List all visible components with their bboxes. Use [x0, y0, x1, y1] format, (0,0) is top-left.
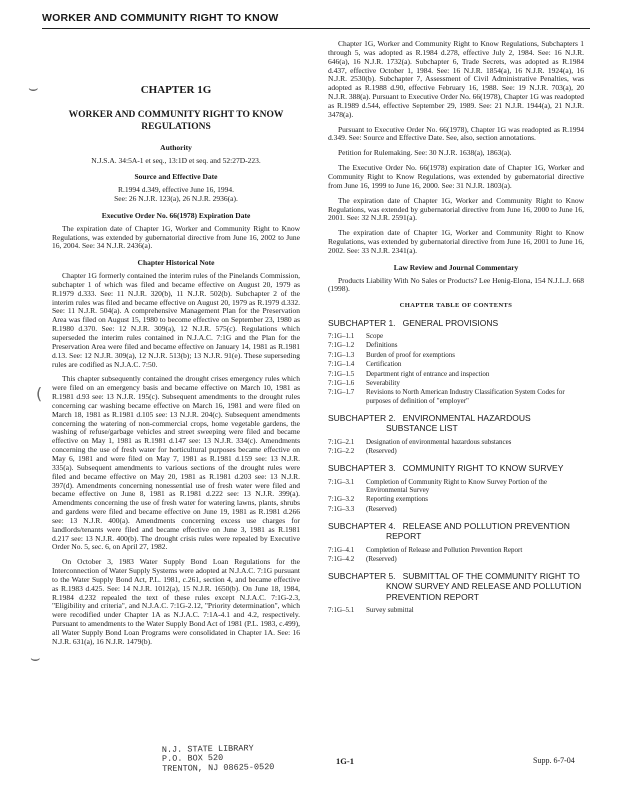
toc-entry-number: 7:1G–5.1: [328, 605, 355, 614]
toc-entry: [328, 360, 584, 368]
right-column: [328, 40, 584, 615]
toc-entry: [328, 379, 584, 387]
toc-entry-number: 7:1G–1.3: [328, 350, 355, 359]
toc-entry-title: Completion of Community Right to Know Survey Portion of the Environmental Survey: [366, 477, 548, 494]
toc-entry-title: Designation of environmental hazardous substances: [366, 437, 512, 446]
toc-entry-title: (Reserved): [366, 554, 397, 563]
eo-text: The expiration date of Chapter 1G, Worker and Community Right to Know Regulations, was extended by gubernatorial directive from June 16, 2002 to June 16, 2004. See: 34 N.J.R. 2436(a).: [52, 223, 300, 251]
margin-mark: ⌣: [28, 78, 39, 97]
history-heading: Chapter Historical Note: [137, 258, 215, 268]
subchapter-label: SUBCHAPTER 4.: [328, 521, 396, 532]
toc-entry-number: 7:1G–1.6: [328, 379, 355, 388]
source-text-1: R.1994 d.349, effective June 16, 1994.: [117, 185, 235, 195]
right-paragraph-6: The expiration date of Chapter 1G, Worker and Community Right to Know Regulations, was extended by gubernatorial directive from June 16, 2001 to June 16, 2002. See: 33 N.J.R. 2341(a).: [328, 228, 584, 255]
history-paragraph-3: On October 3, 1983 Water Supply Bond Loan Regulations for the Interconnection of Water Supply Systems were adopted at N.J.A.C. 7:1G pursuant to the Water Supply Bond Act, P.L. 1981, c.261, section 4, and became effective as R.1983 d.425. See: 14 N.J.R. 1012(a), 15 N.J.R. 1650(b). On June 18, 1984, R.1984 d.232 repealed the text of these rules except N.J.A.C. 7:1G-2.3, "Eligibility and criteria", and N.J.A.C. 7:1G-2.12, "Priority determination", which were recodified under Chapter 1A as N.J.A.C. 7:1A-4.1 and 4.2, respectively. Pursuant to amendments to the Water Supply Bond Act of 1981 (P.L. 1983, c.499), all Water Supply Bond Loan Programs were consolidated in Chapter 1A. See: 16 N.J.R. 631(a), 16 N.J.R. 1479(b).: [52, 557, 300, 646]
margin-mark: ⌣: [30, 648, 41, 667]
toc-entry: [328, 478, 584, 495]
toc-entry-number: 7:1G–4.1: [328, 545, 355, 554]
library-stamp: [162, 744, 275, 774]
subchapter-heading: [328, 463, 584, 473]
toc-entry-title: Survey submittal: [366, 605, 414, 614]
supplement-date: Supp. 6-7-04: [533, 756, 575, 765]
subchapter-heading: [328, 571, 584, 602]
source-heading: Source and Effective Date: [134, 172, 218, 182]
toc-entry: [328, 370, 584, 378]
source-text-2: See: 26 N.J.R. 123(a), 26 N.J.R. 2936(a).: [114, 194, 238, 204]
toc-entry: [328, 606, 584, 614]
toc-entry: [328, 555, 584, 563]
toc-entry: [328, 505, 584, 513]
authority-heading: Authority: [160, 142, 192, 152]
subchapter-label: SUBCHAPTER 5.: [328, 571, 396, 582]
subchapter-heading: [328, 521, 584, 541]
toc-entry: [328, 351, 584, 359]
toc-entry-title: Severability: [366, 379, 400, 388]
toc-entry-title: Burden of proof for exemptions: [366, 350, 456, 359]
chapter-title: WORKER AND COMMUNITY RIGHT TO KNOW REGULATIONS: [68, 109, 284, 133]
subchapter-title: GENERAL PROVISIONS: [402, 317, 499, 328]
subchapter-heading: [328, 413, 584, 433]
toc-entry: [328, 341, 584, 349]
subchapter-title: RELEASE AND POLLUTION PREVENTION REPORT: [386, 521, 570, 542]
left-column: [52, 40, 300, 653]
toc-entry-number: 7:1G–3.3: [328, 504, 355, 513]
page-number: 1G-1: [336, 756, 354, 766]
toc-entry-title: Reporting exemptions: [366, 495, 429, 504]
subchapter-label: SUBCHAPTER 2.: [328, 413, 396, 424]
toc-entry-number: 7:1G–1.1: [328, 332, 355, 341]
eo-heading: Executive Order No. 66(1978) Expiration Date: [101, 210, 251, 220]
right-paragraph-3: Petition for Rulemaking. See: 30 N.J.R. 1638(a), 1863(a).: [338, 148, 512, 158]
toc-entry-number: 7:1G–3.2: [328, 495, 355, 504]
toc-heading: CHAPTER TABLE OF CONTENTS: [399, 302, 513, 310]
toc-entry-title: Department right of entrance and inspection: [366, 369, 490, 378]
toc-entry-number: 7:1G–3.1: [328, 477, 355, 486]
stamp-line: TRENTON, NJ 08625-0520: [162, 761, 275, 774]
toc-entry-number: 7:1G–1.4: [328, 360, 355, 369]
subchapter-label: SUBCHAPTER 3.: [328, 463, 396, 474]
toc-entry-title: Definitions: [366, 341, 398, 350]
subchapter-title: COMMUNITY RIGHT TO KNOW SURVEY: [402, 463, 564, 474]
right-paragraph-1: Chapter 1G, Worker and Community Right to Know Regulations, Subchapters 1 through 5, was adopted as R.1984 d.278, effective July 2, 1984. See: 16 N.J.R. 646(a), 16 N.J.R. 1732(a). Subchapter 6, Trade Secrets, was adopted as R.1984 d.437, effective October 1, 1984. See: 16 N.J.R. 1854(a), 16 N.J.R. 1924(a), 16 N.J.R. 2530(b). Subchapter 7, Assessment of Civil Administrative Penalties, was adopted as R.1988 d.90, effective February 16, 1988. See: 19 N.J.R. 703(a), 20 N.J.R. 388(a). Pursuant to Executive Order No. 66(1978), Chapter 1G was readopted as R.1989 d.544, effective September 29, 1989. See: 21 N.J.R. 1944(a), 21 N.J.R. 3478(a).: [328, 39, 584, 119]
table-of-contents: [328, 318, 584, 614]
toc-entry-title: Certification: [366, 360, 402, 369]
toc-entry-number: 7:1G–1.7: [328, 388, 355, 397]
toc-entry: [328, 332, 584, 340]
toc-entry: [328, 447, 584, 455]
toc-entry-title: Revisions to North American Industry Classification System Codes for purposes of definition of "employer": [366, 388, 565, 405]
law-review-text: Products Liability With No Sales or Products? Lee Henig-Elona, 154 N.J.L.J. 668 (1998).: [328, 275, 584, 294]
toc-entry: [328, 388, 584, 405]
toc-entry-title: Completion of Release and Pollution Prevention Report: [366, 545, 523, 554]
toc-entry-title: Scope: [366, 332, 384, 341]
subchapter-heading: [328, 318, 584, 328]
running-header: WORKER AND COMMUNITY RIGHT TO KNOW: [42, 12, 279, 24]
toc-entry-title: (Reserved): [366, 446, 397, 455]
history-paragraph-2: This chapter subsequently contained the drought crises emergency rules which were filed on an emergency basis and became effective on March 10, 1981 as R.1981 d.93 see: 13 N.J.R. 195(c). Subsequent amendments to the drought rules concerning car washing became effective on March 16, 1981 and were filed on March 18, 1981 as R.1981 d.105 see: 13 N.J.R. 204(c). Subsequent amendments concerning the watering of non-commercial crops, home vegetable gardens, the washing of refuse/garbage vehicles and street sweeping were filed and became effective on May 1, 1981 as R.1981 d.147 see: 13 N.J.R. 334(c). Amendments concerning the use of fresh water for horticultural purposes became effective on May 6, 1981 and were filed on May 7, 1981 as R.1981 d.159 see: 13 N.J.R. 335(a). Subsequent amendments to various sections of the drought rules were filed and became effective on May 20, 1981 as R.1981 d.203 see: 13 N.J.R. 397(d). Amendments concerning nonessential use of fresh water were filed and became effective on June 8, 1981 as R.1981 d.222 see: 13 N.J.R. 399(a). Amendments concerning the use of fresh water for watering lawns, plants, shrubs and gardens were filed and became effective on June 19, 1981 as R.1981 d.266 see: 13 N.J.R. 400(a). Amendments concerning excess use charges for landlords/tenants were filed and became effective on June 3, 1981 as R.1981 d.217 see: 13 N.J.R. 400(b). The drought crisis rules were repealed by Executive Order No. 5, sec. 6, on April 27, 1982.: [52, 374, 300, 552]
margin-mark: (: [36, 384, 43, 403]
toc-entry-number: 7:1G–2.1: [328, 437, 355, 446]
right-paragraph-5: The expiration date of Chapter 1G, Worker and Community Right to Know Regulations, was extended by gubernatorial directive from June 16, 2000 to June 16, 2001. See: 32 N.J.R. 2591(a).: [328, 195, 584, 223]
chapter-label: CHAPTER 1G: [140, 84, 212, 96]
toc-entry: [328, 495, 584, 503]
law-review-heading: Law Review and Journal Commentary: [393, 262, 519, 272]
toc-entry-number: 7:1G–1.5: [328, 369, 355, 378]
subchapter-title: SUBMITTAL OF THE COMMUNITY RIGHT TO KNOW SURVEY AND RELEASE AND POLLUTION PREVENTION REPORT: [386, 571, 582, 602]
authority-text: N.J.S.A. 34:5A-1 et seq., 13:1D et seq. and 52:27D-223.: [91, 155, 261, 165]
right-paragraph-4: The Executive Order No. 66(1978) expiration date of Chapter 1G, Worker and Community Right to Know Regulations, was extended by gubernatorial directive from June 16, 1999 to June 16, 2000. See: 31 N.J.R. 1803(a).: [328, 163, 584, 190]
toc-entry: [328, 438, 584, 446]
subchapter-label: SUBCHAPTER 1.: [328, 317, 396, 328]
toc-entry: [328, 546, 584, 554]
stamp-line: N.J. STATE LIBRARY: [161, 743, 254, 755]
toc-entry-title: (Reserved): [366, 504, 397, 513]
header-rule: [42, 28, 590, 29]
toc-entry-number: 7:1G–2.2: [328, 446, 355, 455]
history-paragraph-1: Chapter 1G formerly contained the interim rules of the Pinelands Commission, subchapter 1 of which was filed and became effective on August 20, 1979 as R.1979 d.333. See: 11 N.J.R. 320(b), 11 N.J.R. 502(b). Subchapter 2 of the interim rules was filed and became effective on August 20, 1979 as R.1979 d.332. See: 11 N.J.R. 504(a). A comprehensive Management Plan for the Preservation Area was filed on August 15, 1980 to become effective on September 23, 1980 as R.1980 d.370. See: 12 N.J.R. 309(a), 12 N.J.R. 575(c). Regulations which superseded the interim rules contained in N.J.A.C. 7:1G and the Plan for the Preservation Area were filed and became effective on January 14, 1981 as R.1981 d.13. See: 12 N.J.R. 309(a), 12 N.J.R. 513(b); 13 N.J.R. 91(e). These superseding rules are codified as N.J.A.C. 7:50.: [52, 271, 300, 369]
subchapter-title: ENVIRONMENTAL HAZARDOUS SUBSTANCE LIST: [386, 413, 531, 434]
stamp-line: P.O. BOX 520: [161, 753, 224, 765]
toc-entry-number: 7:1G–1.2: [328, 341, 355, 350]
toc-entry-number: 7:1G–4.2: [328, 554, 355, 563]
right-paragraph-2: Pursuant to Executive Order No. 66(1978), Chapter 1G was readopted as R.1994 d.349. See: Source and Effective Date. See, also, section annotations.: [328, 124, 584, 143]
